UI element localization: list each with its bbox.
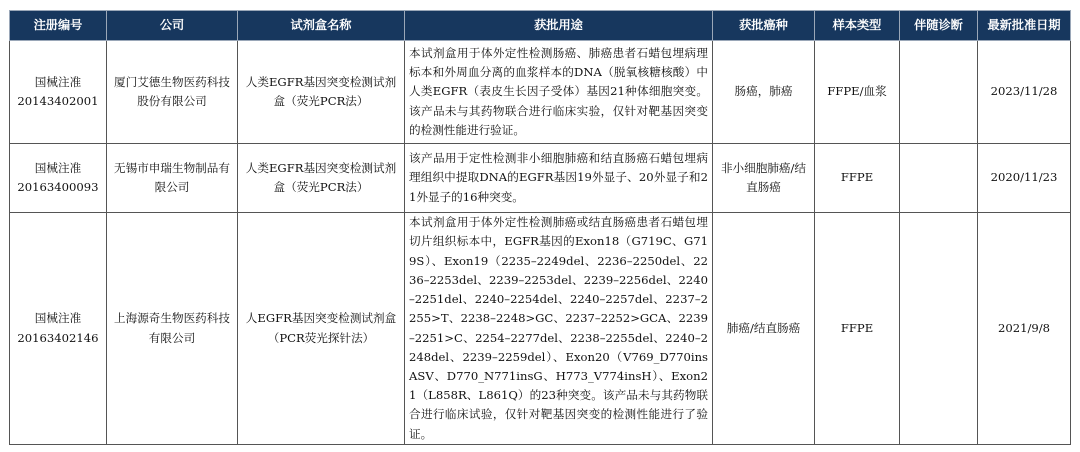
- egfr-kit-approval-table: [9, 10, 1071, 445]
- cell-kit-name: 人类EGFR基因突变检测试剂盒（荧光PCR法）: [238, 41, 405, 144]
- cell-cancer-type: 非小细胞肺癌/结直肠癌: [713, 144, 815, 213]
- header-purpose: 获批用途: [405, 11, 713, 41]
- header-sample-type: 样本类型: [815, 11, 900, 41]
- cell-sample-type: FFPE/血浆: [815, 41, 900, 144]
- cell-reg-no: 国械注准 20163400093: [10, 144, 107, 213]
- cell-approval-date: 2021/9/8: [978, 213, 1071, 445]
- table-row: [10, 144, 1071, 213]
- header-approval-date: 最新批准日期: [978, 11, 1071, 41]
- cell-company: 上海源奇生物医药科技有限公司: [107, 213, 238, 445]
- header-reg-no: 注册编号: [10, 11, 107, 41]
- cell-reg-no: 国械注准 20163402146: [10, 213, 107, 445]
- cell-purpose: 本试剂盒用于体外定性检测肠癌、肺癌患者石蜡包埋病理标本和外周血分离的血浆样本的DNA（脱氧核糖核酸）中人类EGFR（表皮生长因子受体）基因21种体细胞突变。该产品未与其药物联合进行临床实验，仅针对靶基因突变的检测性能进行验证。: [405, 41, 713, 144]
- cell-kit-name: 人类EGFR基因突变检测试剂盒（荧光PCR法）: [238, 144, 405, 213]
- header-cancer-type: 获批癌种: [713, 11, 815, 41]
- cell-companion-dx: [900, 213, 978, 445]
- cell-companion-dx: [900, 144, 978, 213]
- table-row: [10, 213, 1071, 445]
- header-company: 公司: [107, 11, 238, 41]
- cell-approval-date: 2023/11/28: [978, 41, 1071, 144]
- cell-reg-no: 国械注准 20143402001: [10, 41, 107, 144]
- cell-kit-name: 人EGFR基因突变检测试剂盒（PCR荧光探针法）: [238, 213, 405, 445]
- cell-cancer-type: 肠癌，肺癌: [713, 41, 815, 144]
- table-row: [10, 41, 1071, 144]
- header-kit-name: 试剂盒名称: [238, 11, 405, 41]
- header-row: [10, 11, 1071, 41]
- cell-sample-type: FFPE: [815, 144, 900, 213]
- header-companion-dx: 伴随诊断: [900, 11, 978, 41]
- cell-company: 无锡市申瑞生物制品有限公司: [107, 144, 238, 213]
- cell-company: 厦门艾德生物医药科技股份有限公司: [107, 41, 238, 144]
- cell-cancer-type: 肺癌/结直肠癌: [713, 213, 815, 445]
- cell-companion-dx: [900, 41, 978, 144]
- cell-purpose: 本试剂盒用于体外定性检测肺癌或结直肠癌患者石蜡包埋切片组织标本中，EGFR基因的Exon18（G719C、G719S）、Exon19（2235–2249del、2236–2250del、2236–2253del、2239–2253del、2239–2256del、2240–2251del、2240–2254del、2240–2257del、2237–2255>T、2238–2248>GC、2237–2252>GCA、2239–2251>C、2254–2277del、2238–2255del、2240–2248del、2239–2259del）、Exon20（V769_D770insASV、D770_N771insG、H773_V774insH）、Exon21（L858R、L861Q）的23种突变。该产品未与其药物联合进行临床试验，仅针对靶基因突变的检测性能进行了验证。: [405, 213, 713, 445]
- cell-sample-type: FFPE: [815, 213, 900, 445]
- cell-approval-date: 2020/11/23: [978, 144, 1071, 213]
- cell-purpose: 该产品用于定性检测非小细胞肺癌和结直肠癌石蜡包埋病理组织中提取DNA的EGFR基因19外显子、20外显子和21外显子的16种突变。: [405, 144, 713, 213]
